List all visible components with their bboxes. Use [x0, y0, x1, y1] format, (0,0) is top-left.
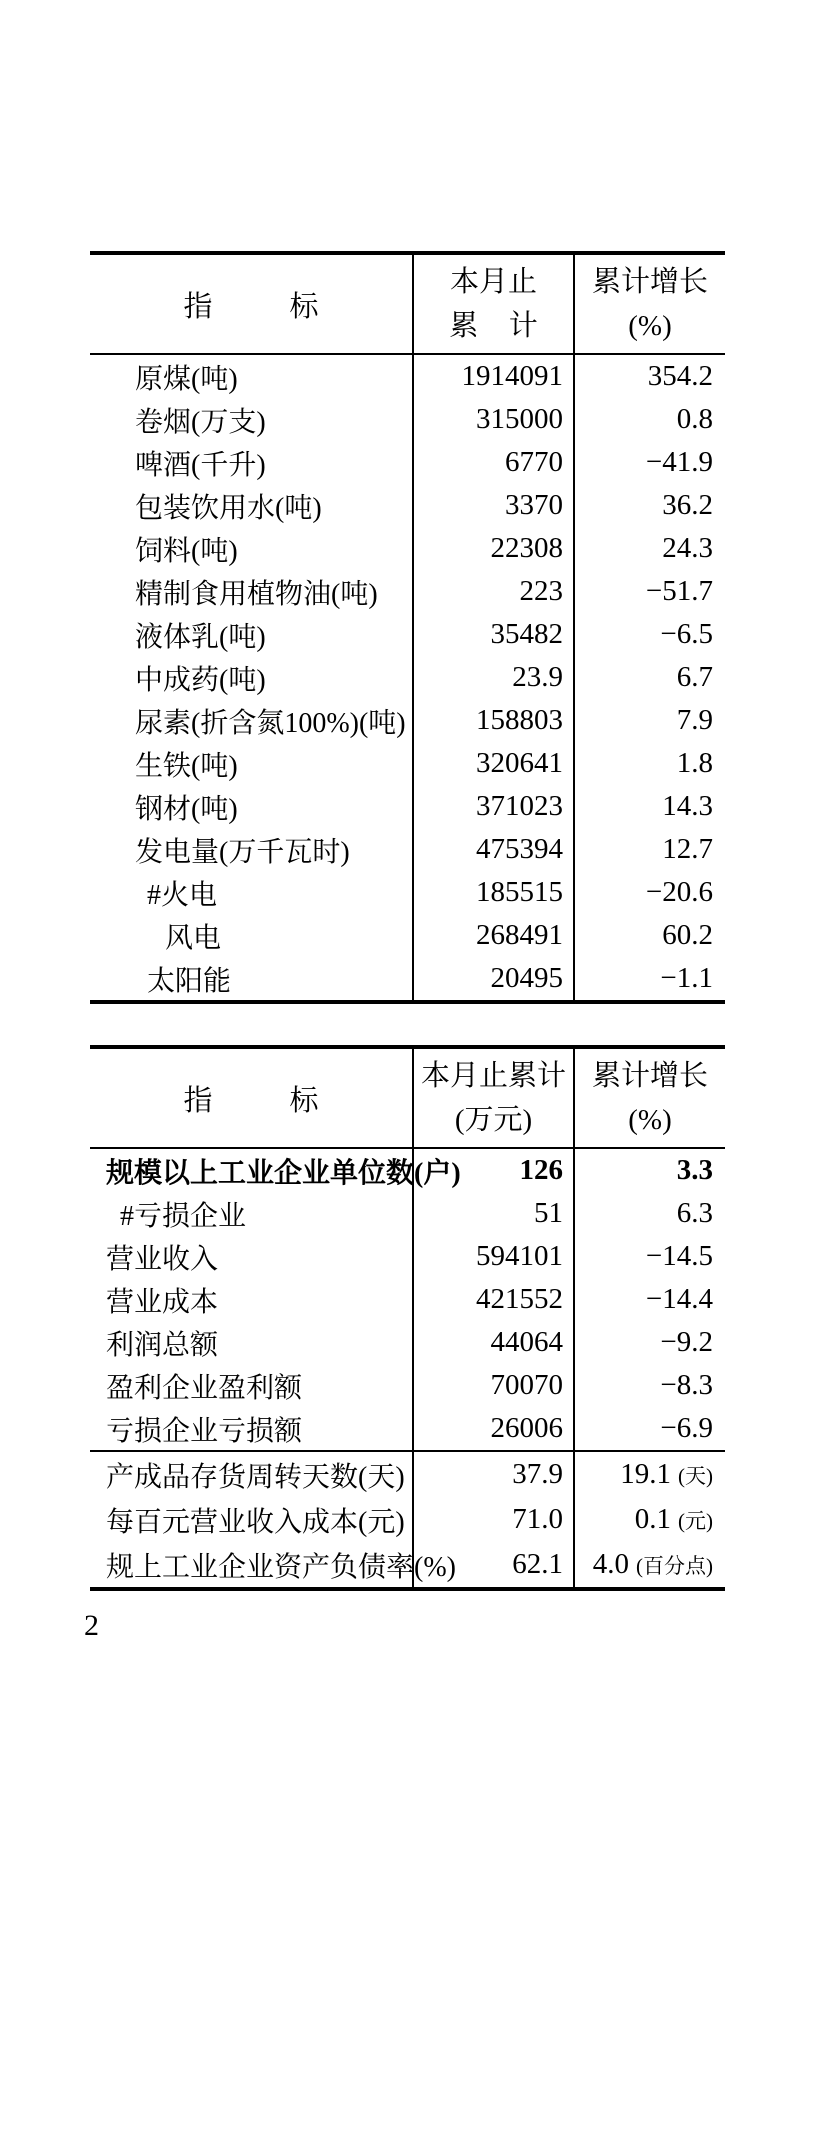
table1-header-month-cumulative-line1: 本月止	[449, 266, 537, 298]
growth-value: 0.1	[634, 1503, 671, 1535]
indicator-label: #亏损企业	[120, 1200, 247, 1232]
indicator-label: 规上工业企业资产负债率(%)	[106, 1551, 456, 1583]
growth-value: −20.6	[645, 876, 713, 908]
value-cell: 70070	[412, 1364, 573, 1407]
growth-value: 3.3	[676, 1154, 713, 1186]
table-row	[90, 441, 725, 484]
value-cell: 371023	[412, 785, 573, 828]
value-cell: 1914091	[412, 355, 573, 398]
value-cell: 26006	[412, 1407, 573, 1450]
table2-header-indicator: 指 标	[183, 1084, 319, 1117]
growth-value: 12.7	[662, 833, 713, 865]
growth-value: −14.4	[645, 1283, 713, 1315]
table-row	[90, 742, 725, 785]
growth-cell	[573, 613, 725, 656]
table-row	[90, 1364, 725, 1407]
growth-value: −41.9	[645, 446, 713, 478]
table-row	[90, 613, 725, 656]
growth-unit-label: (天)	[678, 1463, 713, 1488]
table2-header-month-cumulative	[412, 1049, 573, 1147]
table-row	[90, 957, 725, 1000]
table2-header-month-cumulative-line2: (万元)	[454, 1104, 533, 1136]
growth-value: −9.2	[660, 1326, 713, 1358]
growth-value: −1.1	[660, 962, 713, 994]
table-row	[90, 1235, 725, 1278]
table-row	[90, 398, 725, 441]
table1-header-month-cumulative	[412, 255, 573, 353]
table2-header-month-cumulative-line1: 本月止累计	[420, 1060, 566, 1092]
growth-cell	[573, 1364, 725, 1407]
indicator-label: 原煤(吨)	[135, 363, 238, 395]
growth-unit-label: (百分点)	[636, 1553, 713, 1578]
table-row	[90, 1192, 725, 1235]
table-row	[90, 527, 725, 570]
table-row	[90, 1452, 725, 1497]
industrial-enterprises-table	[90, 1045, 725, 1591]
table1-header	[90, 255, 725, 355]
indicator-label: 包装饮用水(吨)	[135, 492, 322, 524]
table-row	[90, 785, 725, 828]
indicator-label: 尿素(折含氮100%)(吨)	[135, 707, 406, 739]
table-row	[90, 484, 725, 527]
table-row	[90, 828, 725, 871]
growth-cell	[573, 527, 725, 570]
growth-cell	[573, 828, 725, 871]
growth-cell	[573, 871, 725, 914]
growth-cell	[573, 1497, 725, 1542]
indicator-label: 产成品存货周转天数(天)	[106, 1461, 405, 1493]
growth-value: 6.3	[676, 1197, 713, 1229]
growth-cell	[573, 1278, 725, 1321]
growth-value: 14.3	[662, 790, 713, 822]
table2-body	[90, 1149, 725, 1450]
table-row	[90, 570, 725, 613]
table-row	[90, 1321, 725, 1364]
value-cell: 268491	[412, 914, 573, 957]
value-cell: 44064	[412, 1321, 573, 1364]
growth-value: −6.9	[660, 1412, 713, 1444]
table-row	[90, 1542, 725, 1587]
value-cell: 421552	[412, 1278, 573, 1321]
growth-value: 19.1	[620, 1458, 671, 1490]
indicator-label: #火电	[147, 879, 218, 911]
growth-cell	[573, 1321, 725, 1364]
growth-cell	[573, 656, 725, 699]
growth-value: 7.9	[676, 704, 713, 736]
growth-unit-label: (元)	[678, 1508, 713, 1533]
value-cell: 594101	[412, 1235, 573, 1278]
indicator-label: 营业成本	[106, 1286, 219, 1318]
table2-header-cumulative-growth-line1: 累计增长	[591, 1060, 708, 1092]
indicator-label: 钢材(吨)	[135, 793, 238, 825]
page-number: 2	[84, 1609, 99, 1642]
growth-cell	[573, 570, 725, 613]
value-cell: 158803	[412, 699, 573, 742]
table-row	[90, 871, 725, 914]
table1-header-month-cumulative-line2: 累 计	[449, 310, 538, 342]
growth-cell	[573, 785, 725, 828]
growth-value: 60.2	[662, 919, 713, 951]
value-cell: 22308	[412, 527, 573, 570]
growth-value: 4.0	[592, 1548, 629, 1580]
growth-cell	[573, 1452, 725, 1497]
table-row	[90, 1149, 725, 1192]
value-cell: 126	[412, 1149, 573, 1192]
value-cell: 6770	[412, 441, 573, 484]
table-row	[90, 656, 725, 699]
industrial-products-table	[90, 251, 725, 1004]
indicator-label: 营业收入	[106, 1243, 219, 1275]
value-cell: 223	[412, 570, 573, 613]
growth-cell	[573, 1192, 725, 1235]
indicator-label: 太阳能	[147, 965, 232, 997]
value-cell: 20495	[412, 957, 573, 1000]
growth-value: 0.8	[676, 403, 713, 435]
table-row	[90, 1497, 725, 1542]
growth-value: 24.3	[662, 532, 713, 564]
growth-cell	[573, 699, 725, 742]
value-cell: 35482	[412, 613, 573, 656]
table1-header-cumulative-growth-line2: (%)	[628, 310, 672, 342]
table1-body	[90, 355, 725, 1000]
indicator-label: 饲料(吨)	[135, 535, 238, 567]
value-cell: 37.9	[412, 1452, 573, 1497]
table-row	[90, 914, 725, 957]
value-cell: 475394	[412, 828, 573, 871]
growth-cell	[573, 355, 725, 398]
growth-cell	[573, 1407, 725, 1450]
indicator-label: 发电量(万千瓦时)	[135, 836, 350, 868]
value-cell: 320641	[412, 742, 573, 785]
table1-header-indicator: 指 标	[183, 290, 319, 323]
indicator-label: 精制食用植物油(吨)	[135, 578, 378, 610]
value-cell: 185515	[412, 871, 573, 914]
value-cell: 315000	[412, 398, 573, 441]
growth-cell	[573, 398, 725, 441]
value-cell: 51	[412, 1192, 573, 1235]
table-row	[90, 699, 725, 742]
table-row	[90, 1407, 725, 1450]
indicator-label: 生铁(吨)	[135, 750, 238, 782]
growth-value: 1.8	[676, 747, 713, 779]
indicator-label: 啤酒(千升)	[135, 449, 266, 481]
report-page	[0, 251, 819, 2149]
table1-header-cumulative-growth-line1: 累计增长	[591, 266, 708, 298]
growth-cell	[573, 1542, 725, 1587]
indicator-label: 风电	[165, 922, 222, 954]
indicator-label: 每百元营业收入成本(元)	[106, 1506, 405, 1538]
indicator-label: 液体乳(吨)	[135, 621, 266, 653]
value-cell: 71.0	[412, 1497, 573, 1542]
growth-cell	[573, 1235, 725, 1278]
growth-cell	[573, 914, 725, 957]
growth-value: −6.5	[660, 618, 713, 650]
indicator-label: 利润总额	[106, 1329, 219, 1361]
table2-header	[90, 1049, 725, 1149]
table-row	[90, 1278, 725, 1321]
growth-value: −51.7	[645, 575, 713, 607]
value-cell: 23.9	[412, 656, 573, 699]
growth-cell	[573, 1149, 725, 1192]
growth-cell	[573, 441, 725, 484]
table2-header-cumulative-growth	[573, 1049, 725, 1147]
table1-header-cumulative-growth	[573, 255, 725, 353]
growth-value: 36.2	[662, 489, 713, 521]
table-row	[90, 355, 725, 398]
indicator-label: 盈利企业盈利额	[106, 1372, 303, 1404]
growth-cell	[573, 742, 725, 785]
value-cell: 62.1	[412, 1542, 573, 1587]
indicator-label: 中成药(吨)	[135, 664, 266, 696]
indicator-label: 规模以上工业企业单位数(户)	[106, 1157, 461, 1189]
growth-cell	[573, 484, 725, 527]
table2-header-cumulative-growth-line2: (%)	[628, 1104, 672, 1136]
growth-value: 354.2	[647, 360, 713, 392]
table2-ratio-body	[90, 1450, 725, 1587]
growth-value: 6.7	[676, 661, 713, 693]
growth-value: −8.3	[660, 1369, 713, 1401]
growth-cell	[573, 957, 725, 1000]
indicator-label: 卷烟(万支)	[135, 406, 266, 438]
value-cell: 3370	[412, 484, 573, 527]
growth-value: −14.5	[645, 1240, 713, 1272]
indicator-label: 亏损企业亏损额	[106, 1415, 303, 1447]
